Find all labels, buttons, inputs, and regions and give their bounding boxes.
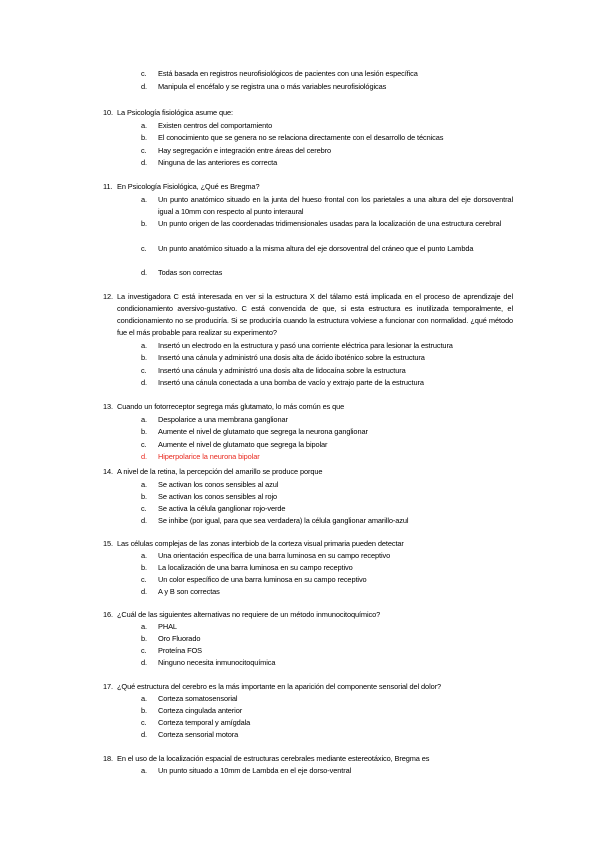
- question-number: 14.: [103, 467, 113, 476]
- question-number: 15.: [103, 539, 113, 548]
- option-letter: b.: [141, 133, 147, 142]
- option-letter: d.: [141, 516, 147, 525]
- option-letter: a.: [141, 195, 147, 204]
- option-text: Proteína FOS: [158, 646, 202, 655]
- option-letter: d.: [141, 658, 147, 667]
- option-text: Se activan los conos sensibles al azul: [158, 480, 279, 489]
- option-text: Se activan los conos sensibles al rojo: [158, 492, 278, 501]
- option-text: Insertó una cánula y administró una dosis alta de lidocaína sobre la estructura: [158, 366, 406, 375]
- option-letter: a.: [141, 415, 147, 424]
- option-letter: a.: [141, 622, 147, 631]
- option-letter: b.: [141, 492, 147, 501]
- option-letter: a.: [141, 480, 147, 489]
- option-letter: a.: [141, 341, 147, 350]
- option-text: Ninguna de las anteriores es correcta: [158, 158, 278, 167]
- question-text: La investigadora C está interesada en ver si la estructura X del tálamo está implicada en el proceso de aprendizaje del condicionamiento aversivo-gustativo. C está convencida de que, si esta estructura es inutilizada temporalmente, el condicionamiento no se produciría. Si se produciría cuando la estructura volviese a funcionar con normalidad. ¿qué método fue el más probable para realizar su experimento?: [117, 292, 513, 337]
- option-letter: d.: [141, 730, 147, 739]
- question-text: ¿Qué estructura del cerebro es la más importante en la aparición del componente sensorial del dolor?: [117, 682, 441, 691]
- option-text: Se inhibe (por igual, para que sea verdadera) la célula ganglionar amarillo-azul: [158, 516, 409, 525]
- option-text: Oro Fluorado: [158, 634, 201, 643]
- option-text: Despolarice a una membrana ganglionar: [158, 415, 288, 424]
- option-letter: d.: [141, 587, 147, 596]
- option-letter: d.: [141, 158, 147, 167]
- option-letter: d.: [141, 378, 147, 387]
- option-letter: a.: [141, 551, 147, 560]
- option-text: Un punto origen de las coordenadas tridimensionales usadas para la localización de una estructura cerebral: [158, 219, 502, 228]
- question-number: 12.: [103, 292, 113, 301]
- option-letter: b.: [141, 634, 147, 643]
- option-letter: c.: [141, 440, 147, 449]
- option-text: Hay segregación e integración entre áreas del cerebro: [158, 146, 332, 155]
- question-number: 11.: [103, 182, 113, 191]
- question-text: La Psicología fisiológica asume que:: [117, 108, 233, 117]
- question-text: Las células complejas de las zonas interbiob de la corteza visual primaria pueden detectar: [117, 539, 404, 548]
- option-letter: a.: [141, 121, 147, 130]
- option-letter: c.: [141, 504, 147, 513]
- option-text: Todas son correctas: [158, 268, 223, 277]
- option-letter: b.: [141, 353, 147, 362]
- option-text: Un color específico de una barra luminosa en su campo receptivo: [158, 575, 367, 584]
- option-text: Un punto anatómico situado a la misma altura del eje dorsoventral del cráneo que el punto Lambda: [158, 244, 474, 253]
- option-text: PHAL: [158, 622, 177, 631]
- option-text: Aumente el nivel de glutamato que segrega la neurona ganglionar: [158, 427, 368, 436]
- option-text: A y B son correctas: [158, 587, 220, 596]
- option-text: Manipula el encéfalo y se registra una o más variables neurofisiológicas: [158, 82, 387, 91]
- question-text: A nivel de la retina, la percepción del amarillo se produce porque: [117, 467, 323, 476]
- question-text: Cuando un fotorreceptor segrega más glutamato, lo más común es que: [117, 402, 345, 411]
- correct-option-letter: d.: [141, 452, 147, 461]
- option-letter: b.: [141, 427, 147, 436]
- option-text: Un punto situado a 10mm de Lambda en el eje dorso-ventral: [158, 766, 352, 775]
- option-text: El conocimiento que se genera no se relaciona directamente con el desarrollo de técnicas: [158, 133, 444, 142]
- option-text: La localización de una barra luminosa en su campo receptivo: [158, 563, 353, 572]
- option-text: Está basada en registros neurofisiológicos de pacientes con una lesión específica: [158, 69, 418, 78]
- option-text: Corteza temporal y amígdala: [158, 718, 251, 727]
- option-letter: d.: [141, 82, 147, 91]
- option-text: Se activa la célula ganglionar rojo-verde: [158, 504, 286, 513]
- option-letter: c.: [141, 244, 147, 253]
- option-letter: c.: [141, 575, 147, 584]
- question-number: 18.: [103, 754, 113, 763]
- correct-option-text: Hiperpolarice la neurona bipolar: [158, 452, 260, 461]
- option-letter: b.: [141, 219, 147, 228]
- option-text: Existen centros del comportamiento: [158, 121, 273, 130]
- option-text: Insertó una cánula y administró una dosis alta de ácido iboténico sobre la estructura: [158, 353, 425, 362]
- option-letter: c.: [141, 646, 147, 655]
- option-text: Corteza sensorial motora: [158, 730, 239, 739]
- option-letter: b.: [141, 706, 147, 715]
- option-letter: d.: [141, 268, 147, 277]
- question-text: En el uso de la localización espacial de estructuras cerebrales mediante estereotáxico, Bregma es: [117, 754, 430, 763]
- question-number: 16.: [103, 610, 113, 619]
- option-letter: a.: [141, 694, 147, 703]
- option-letter: c.: [141, 718, 147, 727]
- option-text: Una orientación específica de una barra luminosa en su campo receptivo: [158, 551, 391, 560]
- question-text: En Psicología Fisiológica, ¿Qué es Bregma?: [117, 182, 260, 191]
- option-text: Insertó una cánula conectada a una bomba de vacío y extrajo parte de la estructura: [158, 378, 424, 387]
- option-text: Corteza cingulada anterior: [158, 706, 243, 715]
- option-letter: c.: [141, 69, 147, 78]
- option-text: Insertó un electrodo en la estructura y pasó una corriente eléctrica para lesionar la estructura: [158, 341, 453, 350]
- question-number: 17.: [103, 682, 113, 691]
- option-letter: c.: [141, 146, 147, 155]
- option-letter: b.: [141, 563, 147, 572]
- option-letter: c.: [141, 366, 147, 375]
- question-number: 10.: [103, 108, 113, 117]
- question-text: ¿Cuál de las siguientes alternativas no requiere de un método inmunocitoquímico?: [117, 610, 381, 619]
- option-text: Un punto anatómico situado en la junta del hueso frontal con los parietales a una altura del eje dorsoventral igual a 10mm con respecto al punto interaural: [158, 195, 513, 216]
- option-letter: a.: [141, 766, 147, 775]
- option-text: Aumente el nivel de glutamato que segrega la bipolar: [158, 440, 328, 449]
- option-text: Corteza somatosensorial: [158, 694, 238, 703]
- option-text: Ninguno necesita inmunocitoquímica: [158, 658, 276, 667]
- question-number: 13.: [103, 402, 113, 411]
